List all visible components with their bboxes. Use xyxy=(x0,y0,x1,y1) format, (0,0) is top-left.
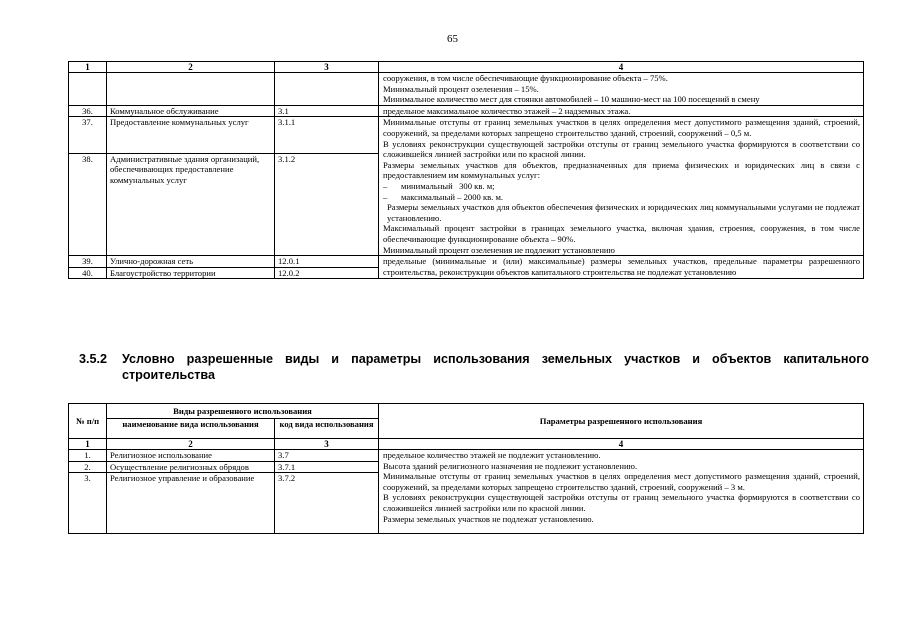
section-title: Условно разрешенные виды и параметры использования земельных участков и объектов капитального строительства xyxy=(122,352,869,382)
col-number-4: 4 xyxy=(379,62,864,73)
bullet-text: максимальный – 2000 кв. м. xyxy=(401,191,504,202)
table-row-continuation xyxy=(69,73,864,106)
use-code: 3.1.1 xyxy=(275,117,379,153)
use-name: Административные здания организаций, обеспечивающих предоставление коммунальных услуг xyxy=(107,153,275,255)
use-code: 12.0.2 xyxy=(275,267,379,279)
header-use-types: Виды разрешенного использования xyxy=(107,404,379,419)
col-number-3: 3 xyxy=(275,439,379,450)
params-cell xyxy=(379,73,864,106)
param-line: сооружения, в том числе обеспечивающие функционирование объекта – 75%. xyxy=(383,73,668,83)
param-paragraph: Размеры земельных участков для объектов, предназначенных для приема физических и юридических лиц в связи с предоставлением им коммунальных услуг: xyxy=(383,159,860,181)
use-code: 3.7.2 xyxy=(275,473,379,534)
header-use-code: код вида использования xyxy=(275,419,379,439)
param-paragraph: Размеры земельных участков для объектов обеспечения физических и юридических лиц коммунальными услугами не подлежат установлению. xyxy=(387,202,860,223)
param-paragraph: Высота зданий религиозного назначения не подлежит установлению. xyxy=(383,460,638,471)
header-use-name: наименование вида использования xyxy=(107,419,275,439)
use-name: Осуществление религиозных обрядов xyxy=(107,461,275,473)
use-name: Религиозное управление и образование xyxy=(107,473,275,534)
col-number-1: 1 xyxy=(69,62,107,73)
table-row xyxy=(69,450,864,462)
use-code: 3.7.1 xyxy=(275,461,379,473)
col-number-3: 3 xyxy=(275,62,379,73)
use-code: 3.7 xyxy=(275,450,379,462)
section-number: 3.5.2 xyxy=(79,352,108,366)
use-name: Коммунальное обслуживание xyxy=(107,105,275,117)
table-row xyxy=(69,256,864,268)
param-paragraph: В условиях реконструкции существующей застройки отступы от границ земельного участка формируются в соответствии со сложившейся линией застройки или по красной линии. xyxy=(383,138,860,160)
param-paragraph: Минимальные отступы от границ земельных участков в целях определения мест допустимого размещения зданий, строений, сооружений, за пределами которых запрещено строительство зданий, строений, сооружений – 3 м. xyxy=(383,471,861,492)
zoning-table-continued xyxy=(68,61,864,279)
col-number-2: 2 xyxy=(107,439,275,450)
row-number: 3. xyxy=(69,473,107,534)
param-paragraph: Максимальный процент застройки в границах земельного участка, включая здания, строения, сооружения, в том числе обеспечивающие функционирование объекта – 90%. xyxy=(383,223,860,244)
params-cell xyxy=(379,450,864,534)
use-name: Религиозное использование xyxy=(107,450,275,462)
col-number-4: 4 xyxy=(379,439,864,450)
use-name: Благоустройство территории xyxy=(107,267,275,279)
bullet-dash: – xyxy=(383,180,388,191)
param-paragraph: предельное количество этажей не подлежит установлению. xyxy=(383,450,601,460)
column-number-row xyxy=(69,62,864,73)
bullet-item xyxy=(383,192,860,203)
row-number: 36. xyxy=(69,105,107,117)
param-line: Минимальное количество мест для стоянки автомобилей – 10 машино-мест на 100 посещений в смену xyxy=(383,94,760,105)
page-number: 65 xyxy=(447,33,458,45)
param-line: Минимальный процент озеленения – 15%. xyxy=(383,83,539,94)
col-number-2: 2 xyxy=(107,62,275,73)
row-number: 37. xyxy=(69,117,107,153)
params-cell xyxy=(379,117,864,256)
row-number: 39. xyxy=(69,256,107,268)
header-parameters: Параметры разрешенного использования xyxy=(379,404,864,439)
column-number-row xyxy=(69,439,864,450)
use-code: 3.1 xyxy=(275,105,379,117)
col-number-1: 1 xyxy=(69,439,107,450)
table-row xyxy=(69,117,864,153)
row-number: 2. xyxy=(69,461,107,473)
table-header-row xyxy=(69,404,864,419)
params-cell: предельные (минимальные и (или) максимальные) размеры земельных участков, предельные параметры разрешенного строительства, реконструкции объектов капитального строительства не подлежат установлению xyxy=(379,256,864,279)
use-code: 12.0.1 xyxy=(275,256,379,268)
section-heading xyxy=(79,351,869,383)
row-number: 38. xyxy=(69,153,107,255)
bullet-dash: – xyxy=(383,191,388,202)
use-name: Улично-дорожная сеть xyxy=(107,256,275,268)
header-number: № п/п xyxy=(69,404,107,439)
conditional-use-table xyxy=(68,403,864,534)
row-number: 40. xyxy=(69,267,107,279)
param-paragraph: Размеры земельных участков не подлежат установлению. xyxy=(383,513,594,524)
use-code: 3.1.2 xyxy=(275,153,379,255)
param-paragraph: Минимальные отступы от границ земельных участков в целях определения мест допустимого размещения зданий, строений, сооружений, за пределами которых запрещено строительство зданий, строений, сооружений – 0,5 м. xyxy=(383,117,860,138)
param-paragraph: В условиях реконструкции существующей застройки отступы от границ земельного участка формируются в соответствии со сложившейся линией застройки или по красной линии. xyxy=(383,492,861,513)
bullet-item xyxy=(383,181,860,192)
use-name: Предоставление коммунальных услуг xyxy=(107,117,275,153)
row-number: 1. xyxy=(69,450,107,462)
param-paragraph: Минимальный процент озеленения не подлежит установлению xyxy=(383,244,615,255)
table-row xyxy=(69,105,864,117)
bullet-text: минимальный 300 кв. м; xyxy=(401,180,495,191)
params-cell: предельное максимальное количество этажей – 2 надземных этажа. xyxy=(379,105,864,117)
